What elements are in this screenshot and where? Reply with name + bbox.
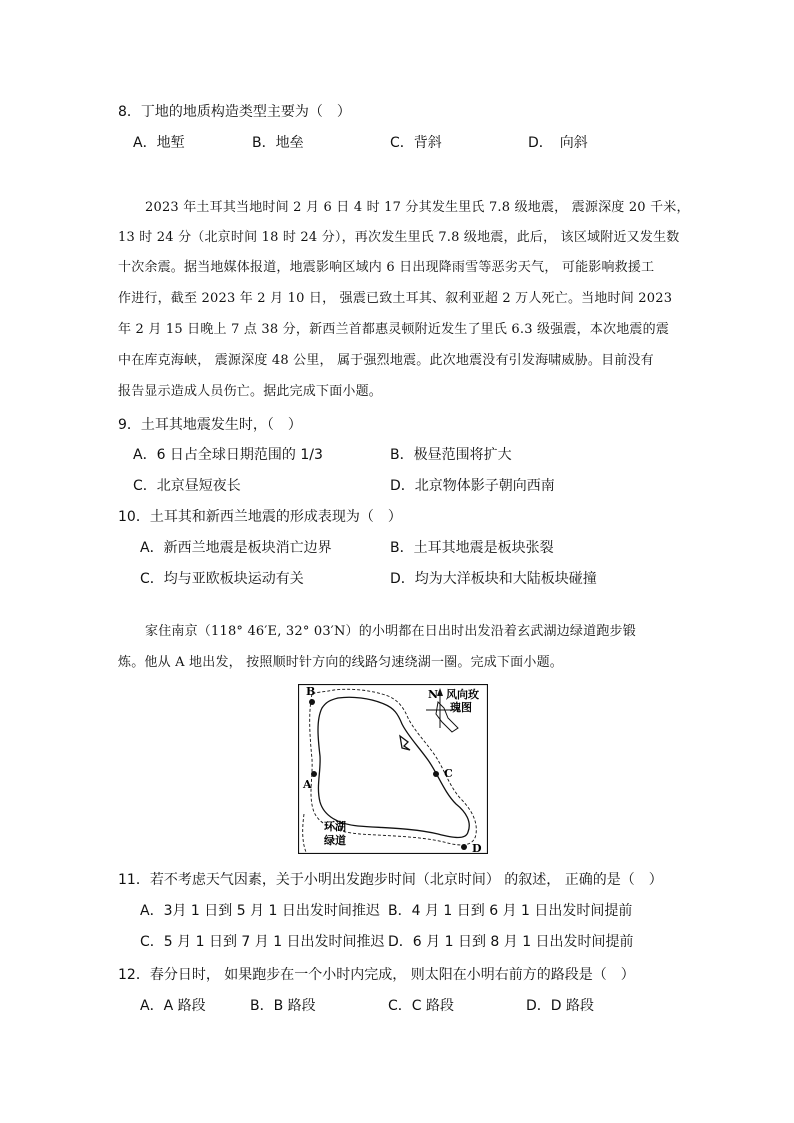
xuanwu-lake-map [298, 684, 488, 854]
passage-1-line: 作进行，截至 2023 年 2 月 10 日， 强震已致土耳其、叙利亚超 2 万人死亡。当地时间 2023 [118, 291, 673, 306]
question-8-option-a: A．地堑 [133, 135, 185, 151]
question-10-option-d: D．均为大洋板块和大陆板块碰撞 [390, 571, 597, 587]
passage-1-line: 中在库克海峡， 震源深度 48 公里， 属于强烈地震。此次地震没有引发海啸威胁。目前没有 [118, 353, 654, 368]
passage-1-line: 报告显示造成人员伤亡。据此完成下面小题。 [118, 384, 383, 399]
question-9-option-a: A．6 日占全球日期范围的 1/3 [133, 447, 323, 463]
wind-rose-title-2: 瑰图 [450, 701, 472, 714]
point-c-marker [433, 771, 439, 777]
question-12-option-d: D．D 路段 [526, 998, 595, 1014]
question-10-option-b: B．土耳其地震是板块张裂 [390, 540, 554, 556]
question-12-stem: 12．春分日时， 如果跑步在一个小时内完成， 则太阳在小明右前方的路段是（ ） [118, 967, 635, 983]
wind-rose-title-1: 风向玫 [446, 688, 479, 701]
question-11-option-c: C．5 月 1 日到 7 月 1 日出发时间推迟 [140, 934, 385, 950]
question-12-option-b: B．B 路段 [250, 998, 316, 1014]
label-b: B [306, 685, 316, 698]
question-8-option-b: B．地垒 [252, 135, 304, 151]
point-a-marker [311, 771, 317, 777]
question-9-option-d: D．北京物体影子朝向西南 [390, 478, 555, 494]
label-a: A [303, 778, 312, 791]
label-north: N [428, 688, 439, 701]
passage-2-line: 家住南京（118° 46′E, 32° 03′N）的小明都在日出时出发沿着玄武湖边绿道跑步锻 [145, 624, 636, 639]
question-10-option-a: A．新西兰地震是板块消亡边界 [140, 540, 332, 556]
question-12-option-c: C．C 路段 [388, 998, 455, 1014]
greenway-label-1: 环湖 [324, 820, 346, 833]
question-8-option-d: D． 向斜 [528, 135, 588, 151]
question-10-stem: 10．土耳其和新西兰地震的形成表现为（ ） [118, 509, 402, 525]
point-b-marker [309, 699, 315, 705]
question-9-stem: 9．土耳其地震发生时，（ ） [118, 417, 302, 433]
label-d: D [472, 842, 482, 854]
passage-1-line: 13 时 24 分（北京时间 18 时 24 分），再次发生里氏 7.8 级地震，此后， 该区域附近又发生数 [118, 230, 680, 245]
label-c: C [444, 767, 453, 780]
passage-1-line: 十次余震。据当地媒体报道，地震影响区域内 6 日出现降雨雪等恶劣天气， 可能影响救援工 [118, 260, 655, 275]
point-d-marker [461, 844, 467, 850]
greenway-label-2: 绿道 [324, 834, 346, 847]
question-11-stem: 11．若不考虑天气因素，关于小明出发跑步时间（北京时间） 的叙述， 正确的是（ ） [118, 872, 663, 888]
question-8-option-c: C．背斜 [390, 135, 442, 151]
passage-1-line: 2023 年土耳其当地时间 2 月 6 日 4 时 17 分其发生里氏 7.8 级地震， 震源深度 20 千米， [145, 200, 690, 215]
question-8-stem: 8．丁地的地质构造类型主要为（ ） [118, 104, 351, 120]
question-11-option-d: D．6 月 1 日到 8 月 1 日出发时间提前 [388, 934, 634, 950]
passage-2-line: 炼。他从 A 地出发， 按照顺时针方向的线路匀速绕湖一圈。完成下面小题。 [118, 655, 563, 670]
question-11-option-a: A．3月 1 日到 5 月 1 日出发时间推迟 [140, 903, 380, 919]
question-11-option-b: B．4 月 1 日到 6 月 1 日出发时间提前 [388, 903, 633, 919]
passage-1-line: 年 2 月 15 日晚上 7 点 38 分，新西兰首都惠灵顿附近发生了里氏 6.3 级强震，本次地震的震 [118, 322, 670, 337]
question-9-option-c: C．北京昼短夜长 [133, 478, 241, 494]
question-10-option-c: C．均与亚欧板块运动有关 [140, 571, 304, 587]
question-12-option-a: A．A 路段 [140, 998, 206, 1014]
question-9-option-b: B．极昼范围将扩大 [390, 447, 512, 463]
